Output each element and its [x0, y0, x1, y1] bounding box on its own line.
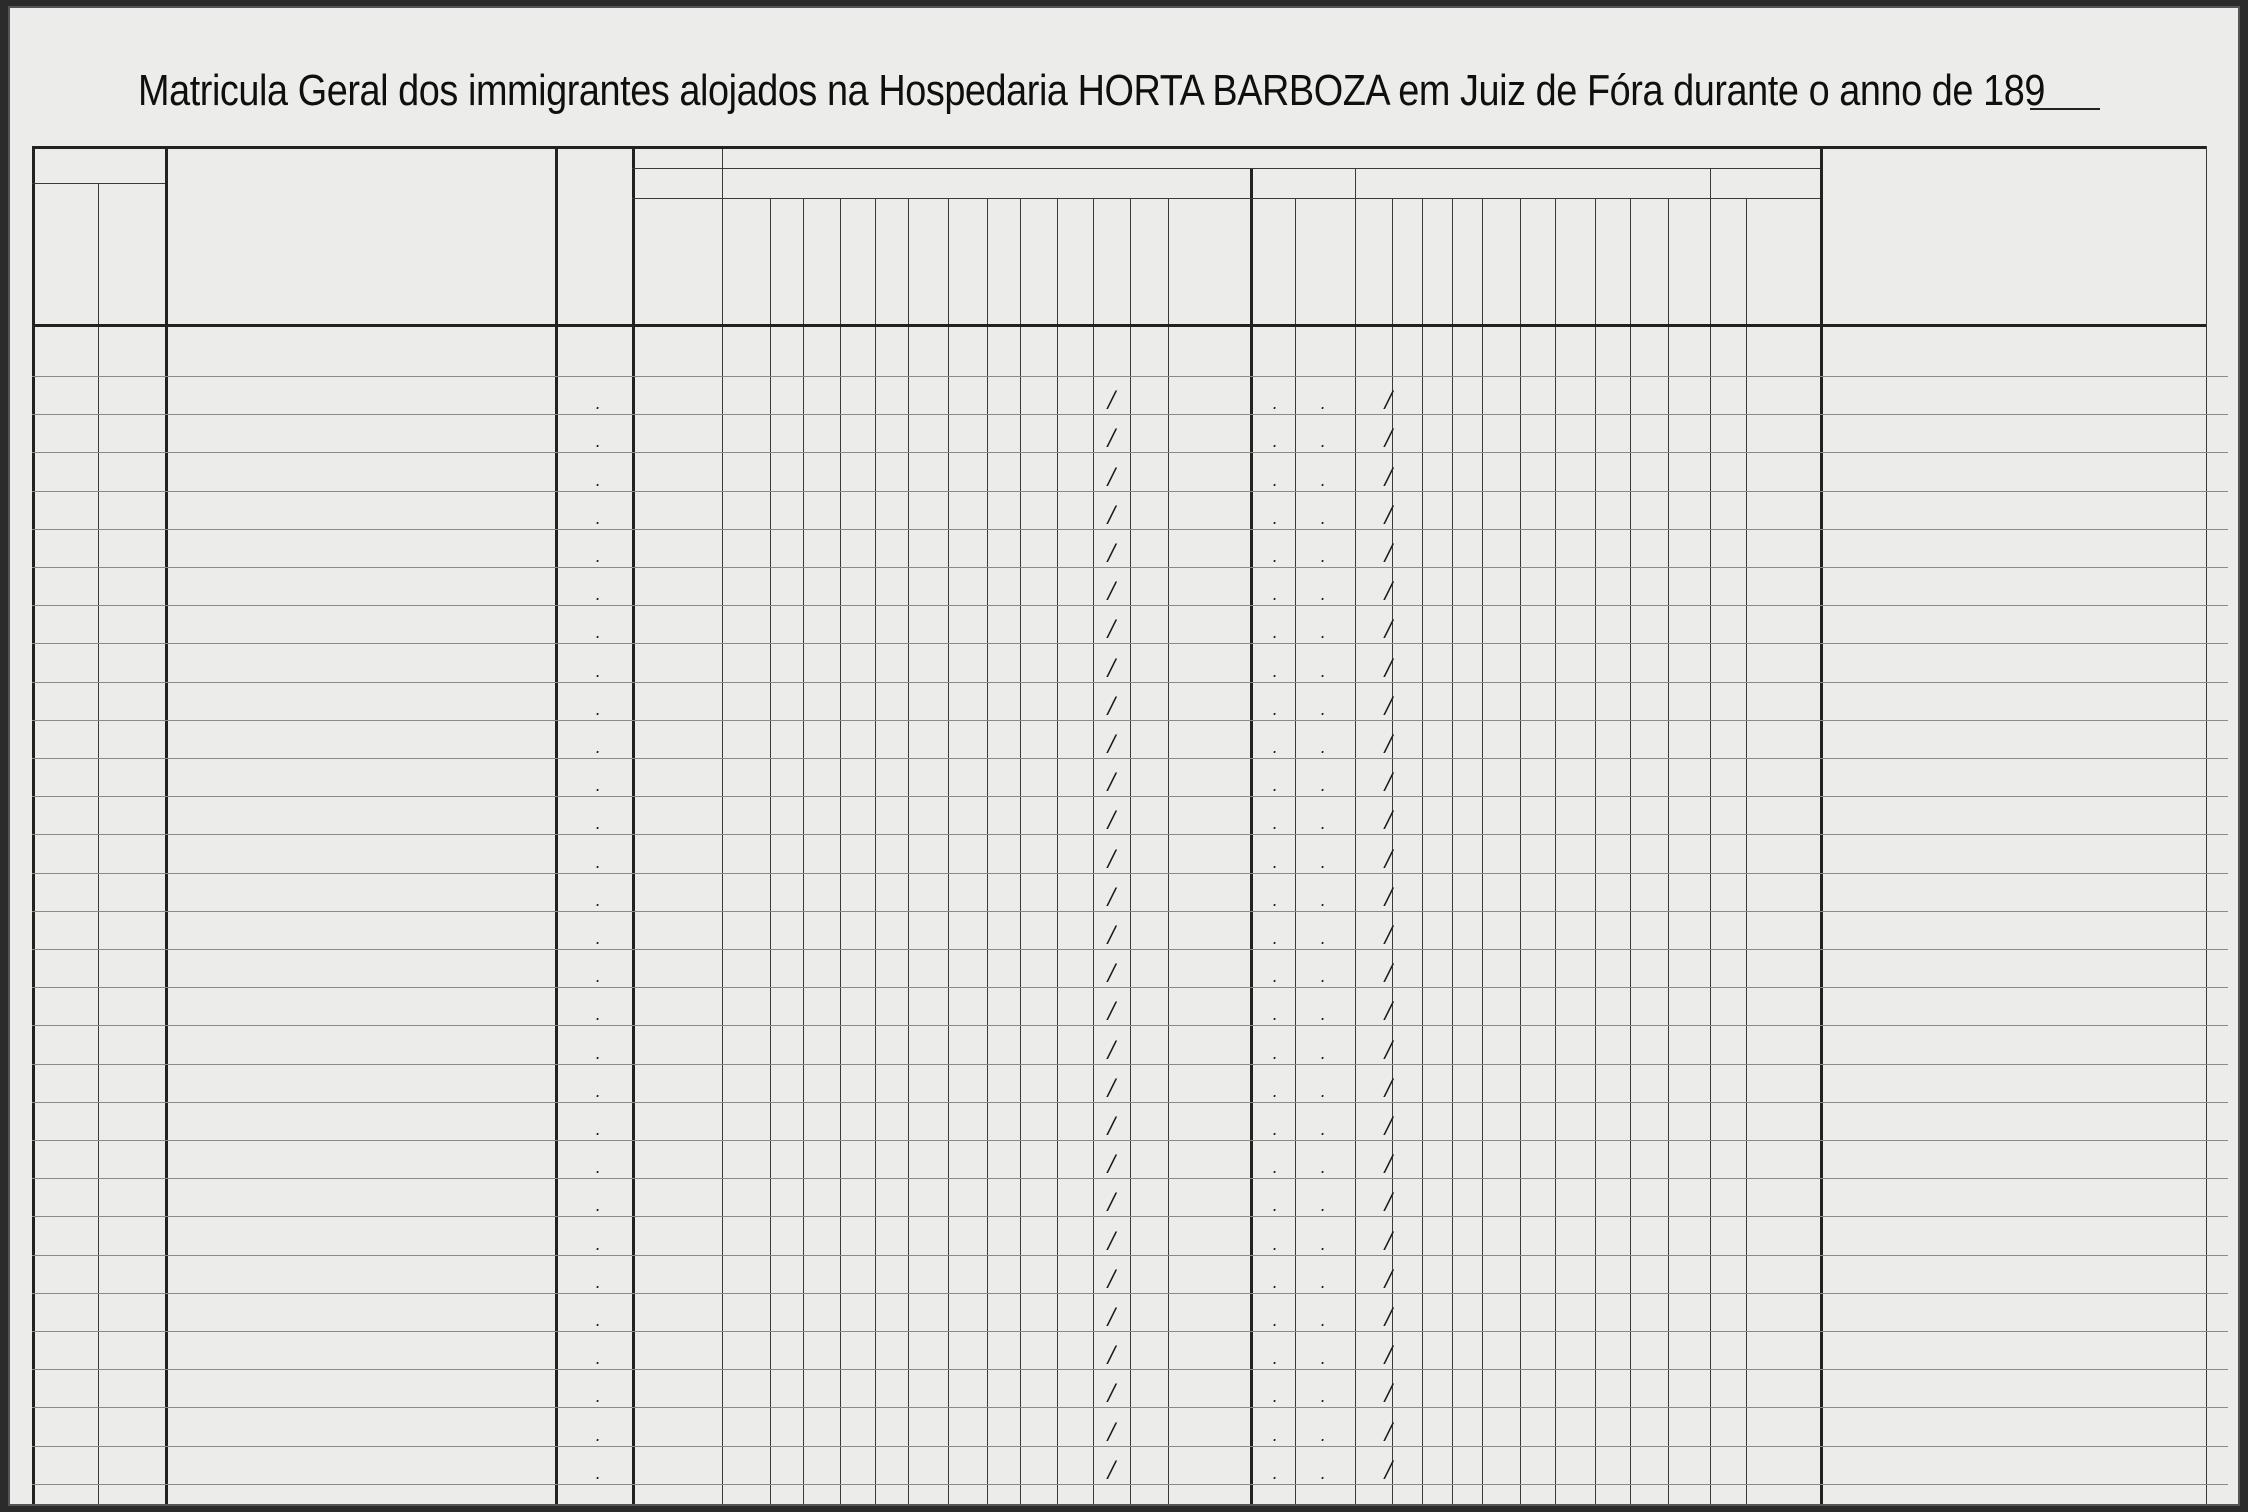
- row-rule: [32, 873, 2228, 874]
- ditto-mark: .: [1272, 1425, 1278, 1445]
- destination-tick: /: [1385, 961, 1393, 987]
- ditto-mark: .: [1272, 1120, 1278, 1139]
- column-rule: [803, 198, 804, 1506]
- column-rule: [1630, 198, 1631, 1506]
- catholica-tick: /: [1108, 464, 1116, 490]
- row-rule: [32, 1446, 2228, 1447]
- column-rule: [632, 146, 635, 1506]
- row-rule: [32, 682, 2228, 683]
- register-title: Matricula Geral dos immigrantes alojados na Hospedaria HORTA BARBOZA em Juiz de Fóra durante o anno de 189: [138, 66, 2045, 115]
- ditto-mark: .: [1320, 1463, 1326, 1483]
- ditto-mark: .: [1320, 929, 1326, 948]
- ditto-mark: .: [1272, 1234, 1278, 1254]
- catholica-tick: /: [1108, 999, 1116, 1025]
- ditto-mark: .: [1272, 1272, 1278, 1292]
- ditto-mark: .: [595, 1120, 601, 1139]
- destination-tick: /: [1385, 464, 1393, 490]
- ditto-mark: .: [1272, 1387, 1278, 1407]
- ditto-mark: .: [1320, 814, 1326, 834]
- column-rule: [98, 183, 99, 1506]
- row-rule: [32, 452, 2228, 453]
- ditto-mark: .: [1272, 623, 1278, 643]
- ditto-mark: .: [595, 1043, 601, 1063]
- row-rule: [32, 1407, 2228, 1408]
- column-rule: [1452, 198, 1453, 1506]
- catholica-tick: /: [1108, 1075, 1116, 1101]
- header-bottom-rule: [32, 324, 2206, 327]
- ditto-mark: .: [1320, 1387, 1326, 1407]
- ditto-mark: .: [1320, 699, 1326, 719]
- column-rule: [1555, 198, 1556, 1506]
- ditto-mark: .: [595, 738, 601, 757]
- ditto-mark: .: [595, 699, 601, 719]
- destination-tick: /: [1385, 1190, 1393, 1216]
- row-rule: [32, 1331, 2228, 1332]
- ditto-mark: .: [1320, 1158, 1326, 1178]
- destination-tick: /: [1385, 770, 1393, 796]
- ditto-mark: .: [595, 661, 601, 681]
- destination-tick: /: [1385, 1419, 1393, 1445]
- row-rule: [32, 949, 2228, 950]
- ditto-mark: .: [1320, 852, 1326, 872]
- row-rule: [32, 414, 2228, 415]
- column-rule: [1093, 198, 1094, 1506]
- column-rule: [1668, 198, 1669, 1506]
- row-rule: [32, 491, 2228, 492]
- ditto-mark: .: [1320, 1081, 1326, 1101]
- destination-tick: /: [1385, 884, 1393, 910]
- catholica-tick: /: [1108, 1419, 1116, 1445]
- catholica-tick: /: [1108, 388, 1116, 414]
- ditto-mark: .: [595, 1463, 601, 1483]
- row-rule: [32, 1178, 2228, 1179]
- ditto-mark: .: [1320, 1120, 1326, 1139]
- ditto-mark: .: [1320, 1234, 1326, 1254]
- column-rule: [1710, 168, 1711, 1506]
- destination-tick: /: [1385, 1114, 1393, 1139]
- destination-tick: /: [1385, 1075, 1393, 1101]
- catholica-tick: /: [1108, 846, 1116, 872]
- destination-tick: /: [1385, 808, 1393, 834]
- subheader-rule: [632, 198, 1820, 199]
- ditto-mark: .: [1320, 547, 1326, 566]
- column-rule: [165, 146, 168, 1506]
- ditto-mark: .: [1320, 508, 1326, 528]
- destination-tick: /: [1385, 617, 1393, 643]
- destination-tick: /: [1385, 579, 1393, 605]
- row-rule: [32, 796, 2228, 797]
- ditto-mark: .: [1320, 738, 1326, 757]
- catholica-tick: /: [1108, 1037, 1116, 1063]
- column-rule: [840, 198, 841, 1506]
- column-rule: [32, 146, 35, 1506]
- row-rule: [32, 1293, 2228, 1294]
- row-rule: [32, 987, 2228, 988]
- ditto-mark: .: [595, 585, 601, 605]
- column-rule: [1422, 198, 1423, 1506]
- ditto-mark: .: [595, 1005, 601, 1025]
- ditto-mark: .: [1272, 1158, 1278, 1178]
- destination-tick: /: [1385, 1266, 1393, 1292]
- ditto-mark: .: [595, 1311, 601, 1330]
- ditto-mark: .: [1320, 470, 1326, 490]
- ditto-mark: .: [1320, 432, 1326, 452]
- ditto-mark: .: [1272, 1349, 1278, 1369]
- row-rule: [32, 605, 2228, 606]
- ditto-mark: .: [1272, 814, 1278, 834]
- column-rule: [1595, 198, 1596, 1506]
- ditto-mark: .: [1320, 1349, 1326, 1369]
- ditto-mark: .: [595, 1158, 601, 1178]
- ditto-mark: .: [595, 432, 601, 452]
- destination-tick: /: [1385, 1152, 1393, 1178]
- column-rule: [1482, 198, 1483, 1506]
- catholica-tick: /: [1108, 1114, 1116, 1139]
- ditto-mark: .: [595, 1425, 601, 1445]
- destination-tick: /: [1385, 846, 1393, 872]
- ditto-mark: .: [1320, 1043, 1326, 1063]
- group-rule: [632, 168, 1820, 169]
- column-rule: [1020, 198, 1021, 1506]
- ditto-mark: .: [1272, 1463, 1278, 1483]
- ditto-mark: .: [1320, 1311, 1326, 1330]
- column-rule: [1520, 198, 1521, 1506]
- destination-tick: /: [1385, 693, 1393, 719]
- ditto-mark: .: [595, 776, 601, 796]
- catholica-tick: /: [1108, 884, 1116, 910]
- ditto-mark: .: [1272, 890, 1278, 910]
- row-rule: [32, 1255, 2228, 1256]
- ditto-mark: .: [1272, 1196, 1278, 1216]
- row-rule: [32, 758, 2228, 759]
- row-rule: [32, 529, 2228, 530]
- column-rule: [722, 146, 723, 1506]
- ditto-mark: .: [1320, 1272, 1326, 1292]
- ditto-mark: .: [595, 1272, 601, 1292]
- ditto-mark: .: [1320, 967, 1326, 987]
- ditto-mark: .: [595, 1196, 601, 1216]
- column-rule: [770, 198, 771, 1506]
- ditto-mark: .: [1272, 1081, 1278, 1101]
- ditto-mark: .: [595, 929, 601, 948]
- ditto-mark: .: [1320, 776, 1326, 796]
- row-rule: [32, 376, 2228, 377]
- ditto-mark: .: [1272, 394, 1278, 414]
- row-rule: [32, 911, 2228, 912]
- destination-tick: /: [1385, 923, 1393, 948]
- destination-tick: /: [1385, 1381, 1393, 1407]
- catholica-tick: /: [1108, 1381, 1116, 1407]
- year-blank-line: [2030, 108, 2100, 110]
- column-rule: [1057, 198, 1058, 1506]
- ditto-mark: .: [1320, 661, 1326, 681]
- catholica-tick: /: [1108, 502, 1116, 528]
- ditto-mark: .: [595, 394, 601, 414]
- catholica-tick: /: [1108, 770, 1116, 796]
- row-rule: [32, 1369, 2228, 1370]
- ditto-mark: .: [1272, 432, 1278, 452]
- catholica-tick: /: [1108, 1190, 1116, 1216]
- numeros-rule: [32, 183, 165, 184]
- row-rule: [32, 834, 2228, 835]
- header-top-rule: [32, 146, 2206, 149]
- column-rule: [908, 198, 909, 1506]
- ditto-mark: .: [1272, 738, 1278, 757]
- ditto-mark: .: [1320, 1005, 1326, 1025]
- ditto-mark: .: [1272, 1311, 1278, 1330]
- catholica-tick: /: [1108, 923, 1116, 948]
- catholica-tick: /: [1108, 541, 1116, 566]
- catholica-tick: /: [1108, 808, 1116, 834]
- catholica-tick: /: [1108, 693, 1116, 719]
- ditto-mark: .: [1272, 1043, 1278, 1063]
- column-rule: [1250, 168, 1253, 1506]
- ditto-mark: .: [595, 547, 601, 566]
- ditto-mark: .: [1272, 929, 1278, 948]
- ditto-mark: .: [1272, 547, 1278, 566]
- catholica-tick: /: [1108, 1152, 1116, 1178]
- ditto-mark: .: [1320, 623, 1326, 643]
- ditto-mark: .: [595, 852, 601, 872]
- ditto-mark: .: [1272, 1005, 1278, 1025]
- column-rule: [1295, 198, 1296, 1506]
- column-rule: [2206, 146, 2207, 1506]
- ditto-mark: .: [595, 1081, 601, 1101]
- catholica-tick: /: [1108, 1266, 1116, 1292]
- catholica-tick: /: [1108, 426, 1116, 452]
- row-rule: [32, 1484, 2228, 1485]
- destination-tick: /: [1385, 655, 1393, 681]
- ditto-mark: .: [1320, 890, 1326, 910]
- ditto-mark: .: [595, 1387, 601, 1407]
- ditto-mark: .: [1272, 852, 1278, 872]
- column-rule: [1355, 168, 1356, 1506]
- row-rule: [32, 1216, 2228, 1217]
- catholica-tick: /: [1108, 961, 1116, 987]
- ditto-mark: .: [1272, 508, 1278, 528]
- destination-tick: /: [1385, 1343, 1393, 1369]
- ditto-mark: .: [1272, 967, 1278, 987]
- row-rule: [32, 1064, 2228, 1065]
- catholica-tick: /: [1108, 579, 1116, 605]
- catholica-tick: /: [1108, 655, 1116, 681]
- ditto-mark: .: [1320, 1425, 1326, 1445]
- column-rule: [555, 146, 558, 1506]
- ditto-mark: .: [595, 1234, 601, 1254]
- catholica-tick: /: [1108, 617, 1116, 643]
- ditto-mark: .: [1320, 585, 1326, 605]
- column-rule: [1820, 146, 1823, 1506]
- ditto-mark: .: [595, 814, 601, 834]
- destination-tick: /: [1385, 1228, 1393, 1254]
- destination-tick: /: [1385, 1457, 1393, 1483]
- ditto-mark: .: [1272, 470, 1278, 490]
- destination-tick: /: [1385, 426, 1393, 452]
- destination-tick: /: [1385, 388, 1393, 414]
- ditto-mark: .: [1272, 585, 1278, 605]
- ditto-mark: .: [1272, 776, 1278, 796]
- column-rule: [1746, 198, 1747, 1506]
- destination-tick: /: [1385, 999, 1393, 1025]
- column-rule: [948, 198, 949, 1506]
- row-rule: [32, 643, 2228, 644]
- row-rule: [32, 567, 2228, 568]
- destination-tick: /: [1385, 1037, 1393, 1063]
- catholica-tick: /: [1108, 1305, 1116, 1330]
- ditto-mark: .: [595, 623, 601, 643]
- destination-tick: /: [1385, 732, 1393, 757]
- catholica-tick: /: [1108, 732, 1116, 757]
- ditto-mark: .: [595, 470, 601, 490]
- ditto-mark: .: [595, 890, 601, 910]
- ditto-mark: .: [595, 508, 601, 528]
- destination-tick: /: [1385, 541, 1393, 566]
- destination-tick: /: [1385, 1305, 1393, 1330]
- row-rule: [32, 1025, 2228, 1026]
- ditto-mark: .: [1272, 661, 1278, 681]
- register-sheet: [8, 6, 2240, 1506]
- column-rule: [1168, 198, 1169, 1506]
- destination-tick: /: [1385, 502, 1393, 528]
- column-rule: [987, 198, 988, 1506]
- ditto-mark: .: [1320, 1196, 1326, 1216]
- column-rule: [875, 198, 876, 1506]
- ditto-mark: .: [595, 967, 601, 987]
- ditto-mark: .: [595, 1349, 601, 1369]
- catholica-tick: /: [1108, 1228, 1116, 1254]
- row-rule: [32, 1102, 2228, 1103]
- ditto-mark: .: [1320, 394, 1326, 414]
- catholica-tick: /: [1108, 1457, 1116, 1483]
- row-rule: [32, 1140, 2228, 1141]
- ditto-mark: .: [1272, 699, 1278, 719]
- row-rule: [32, 720, 2228, 721]
- catholica-tick: /: [1108, 1343, 1116, 1369]
- column-rule: [1130, 198, 1131, 1506]
